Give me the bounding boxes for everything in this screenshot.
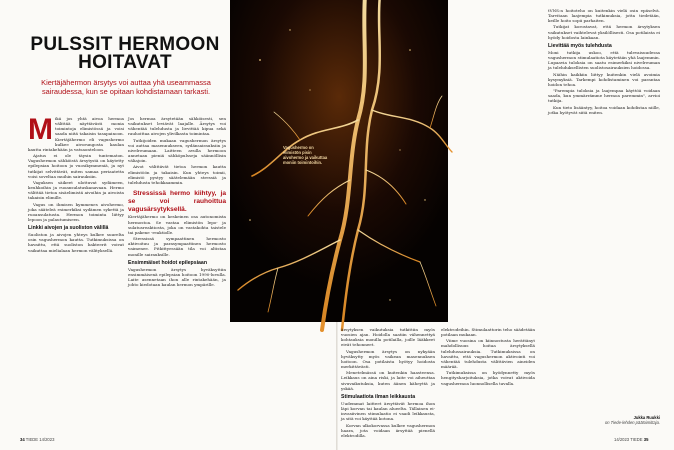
- body-paragraph: elektrodeihin. Stimulaattorin teho säädetään potilaan mukaan.: [441, 327, 535, 338]
- magazine-name: TIEDE: [25, 437, 39, 442]
- text-column-2: [128, 116, 226, 434]
- body-paragraph: tVNS:n hoitoteho on kuitenkin vielä osin epäselvä. Tarvitaan laajempia tutkimuksia, jotta tiedetään, keille hoito sopii parhaiten.: [548, 8, 660, 24]
- body-paragraph: Ajatus ei ole täysin tuntematon. Vagushermon sähköistä ärsytystä on käytetty epilepsian hoitoon jo vuosikymmeniä, ja nyt tutkijat selvittävät, miten samaa periaatetta voisi soveltaa muihin sairauksiin.: [28, 153, 124, 179]
- pull-quote: Stressissä hermo kiihtyy, ja se voi rauhoittua vagusärsytyksellä.: [128, 190, 226, 213]
- body-paragraph: Aivot välittävät tietoa hermon kautta elimistöön ja takaisin. Kun yhteys toimii, elimistö pystyy säätelemään stressiä ja tulehdusta tehokkaammin.: [128, 164, 226, 185]
- author-title: on Tiede-lehden päätoimittaja.: [604, 420, 660, 425]
- body-paragraph: Viime vuosina on kiinnostusta herättänyt mahdollisuus hoitaa ärsytyksellä tulehdussairauksia. Tutkimuksissa on havaittu, että vagushermon aktivointi voi vähentää tulehdusta välittävien aineiden määrää.: [441, 338, 535, 370]
- body-paragraph: Moni tutkija uskoo, että tulevaisuudessa vagushermon stimulaatiota käytetään yhä laajemmin. Lupaavia tuloksia on saatu esimerkiksi nivelreuman ja tulehduksellisten suolistosairauksien hoidossa.: [548, 49, 660, 71]
- drop-cap: M: [28, 113, 53, 146]
- title-line-1: PULSSIT HERMOON: [30, 34, 220, 55]
- text-column-3: [341, 327, 435, 438]
- subheading: Stimulaatiota ilman leikkausta: [341, 393, 416, 400]
- body-paragraph: Jos hermoa ärsytetään sähköisesti, sen vaikutukset leviävät laajalle. Ärsytys voi vähentää tulehdusta ja lievittää kipua sekä rauhoittaa aivojen ylivilkasta toimintaa.: [128, 116, 226, 137]
- article-title: [30, 36, 220, 72]
- body-paragraph: Kun tieto lisääntyy, hoitoa voidaan kohdistaa niille, jotka hyötyvät siitä eniten.: [548, 104, 660, 115]
- body-paragraph: Vagushermon ärsytys hyväksyttiin ensimmäisenä epilepsian hoitoon 1990-luvulla. Laite asennetaan ihon alle rintakehään, ja johto kiedotaan kaulan hermon ympärille.: [128, 266, 226, 288]
- author-name: Jukka Ruukki: [633, 415, 660, 420]
- first-paragraph: [28, 113, 124, 152]
- body-paragraph: Tutkijoiden mukaan vagushermon ärsytys voi auttaa masennukseen, sydänsairauksiin ja nivelreumaan. Laitteen avulla hermoon annetaan pieniä sähköpulsseja säännöllisin väliajoin.: [128, 137, 226, 164]
- body-paragraph: Vagushermon ärsytys on nykyään hyväksytty myös vaikean masennuksen hoitoon. Osa potilaista hyötyy hoidosta merkittävästi.: [341, 348, 435, 370]
- page-number: 35: [643, 437, 649, 442]
- nerve-photo: [230, 0, 448, 322]
- title-line-2: HOITAVAT: [78, 52, 172, 73]
- photo-caption: Vagushermo on elimistön pisin aivohermo ja vaikuttaa moniin toimintoihin.: [283, 145, 328, 165]
- body-paragraph: "Parempia tuloksia ja laajempaa käyttöä voidaan saada, kun ymmärrämme hermoa paremmin", arvioi tutkija.: [548, 88, 660, 104]
- magazine-name: TIEDE: [630, 437, 643, 442]
- text-column-4: [441, 327, 535, 435]
- right-page-footer: [614, 437, 648, 442]
- body-paragraph: Kiertäjähermo on keskeinen osa autonomista hermostoa. Se vastaa elimistön lepo- ja sulatusreaktiosta, joka on vastakohta taistele tai pakene -reaktiolle.: [128, 214, 226, 235]
- issue-number: 14/2023: [39, 437, 55, 442]
- body-paragraph: Suoliston ja aivojen yhteys kulkee suurelta osin vagushermon kautta. Tutkimuksissa on havaittu, että suoliston bakteerit voivat vaikuttaa mielialaan hermon välityksellä.: [28, 232, 124, 253]
- body-paragraph: Tutkijat korostavat, että hermon ärsytyksen vaikutukset vaihtelevat yksilöllisesti. Osa potilaista ei hyödy hoidosta lainkaan.: [548, 24, 660, 40]
- left-page-footer: [20, 437, 54, 442]
- body-paragraph: Korvan ulkokorvassa kulkee vagushermon haara, jota voidaan ärsyttää pienellä elektrodilla.: [341, 422, 435, 438]
- subheading: Lievittää myös tulehdusta: [548, 42, 612, 49]
- body-paragraph: Tutkimuksissa on hyödynnetty myös hengitysharjoituksia, jotka voivat aktivoida vagushermoa luonnollisella tavalla.: [441, 370, 535, 386]
- body-paragraph: Vagus on ihmisen kymmenes aivohermo, joka sääteleä esimerkiksi sydämen sykettä ja ruoansulatusta. Hermon toiminta liittyy lepoon ja palautumiseen.: [28, 201, 124, 222]
- article-lead: Kiertäjähermon ärsytys voi auttaa yhä useammassa sairaudessa, kun se opitaan kohdistamaan tarkasti.: [41, 78, 211, 96]
- text-column-1: [28, 113, 124, 434]
- body-paragraph: Näihin kaikkiin liittyy kuitenkin vielä avoimia kysymyksiä. Tarkempi kohdistaminen voi parantaa hoidon tehoa.: [548, 71, 660, 87]
- body-paragraph: Uudemmat laitteet ärsyttävät hermoa ihon läpi korvan tai kaulan alueelta. Tällainen ei-invasiivinen stimulaatio ei vaadi leikkausta, ja sitä voi käyttää kotona.: [341, 400, 435, 422]
- subheading: Ensimmäiset hoidot epilepsiaan: [128, 259, 207, 266]
- page-number: 34: [20, 437, 25, 442]
- body-text: ikä jos yhtä aivoa hermoa välittää näyttävästi monia toimintoja elimistössä ja voisi saada niitä takaisin tasapainoon. Kiertäjähermo eli vagushermo kulkee aivorungosta kaulan kautta rintakehään ja vatsaonteloon.: [28, 116, 124, 152]
- glowing-nerve-illustration: [230, 0, 448, 322]
- text-column-5: [548, 8, 660, 412]
- issue-number: 14/2023: [614, 437, 630, 442]
- body-paragraph: Vaguksen säikeet ulottuvat sydämeen, keuhkoihin ja ruoansulatuskanavaan. Hermo välittää tietoa sisäelimistä aivoihin ja aivoista takaisin elimille.: [28, 179, 124, 201]
- body-paragraph: Menetelmässä on kuitenkin haasteensa. Leikkaus on aina riski, ja laite voi aiheuttaa sivuvaikutuksia, kuten äänen käheyttä ja yskää.: [341, 370, 435, 391]
- author-signature: [598, 415, 660, 425]
- body-paragraph: Stressissä sympaattinen hermosto aktivoituu ja parasympaattinen hermosto vaimenee. Pitkittyessään tila voi altistaa monille sairauksille.: [128, 236, 226, 257]
- body-paragraph: ärsytyksen vaikutuksia tutkittiin myös vuosien ajan. Hoidolla saatiin vähennettyä kohtauksia monilla potilailla, joille lääkkeet eivät tehonneet.: [341, 327, 435, 348]
- subheading: Linkki aivojen ja suoliston välillä: [28, 225, 109, 232]
